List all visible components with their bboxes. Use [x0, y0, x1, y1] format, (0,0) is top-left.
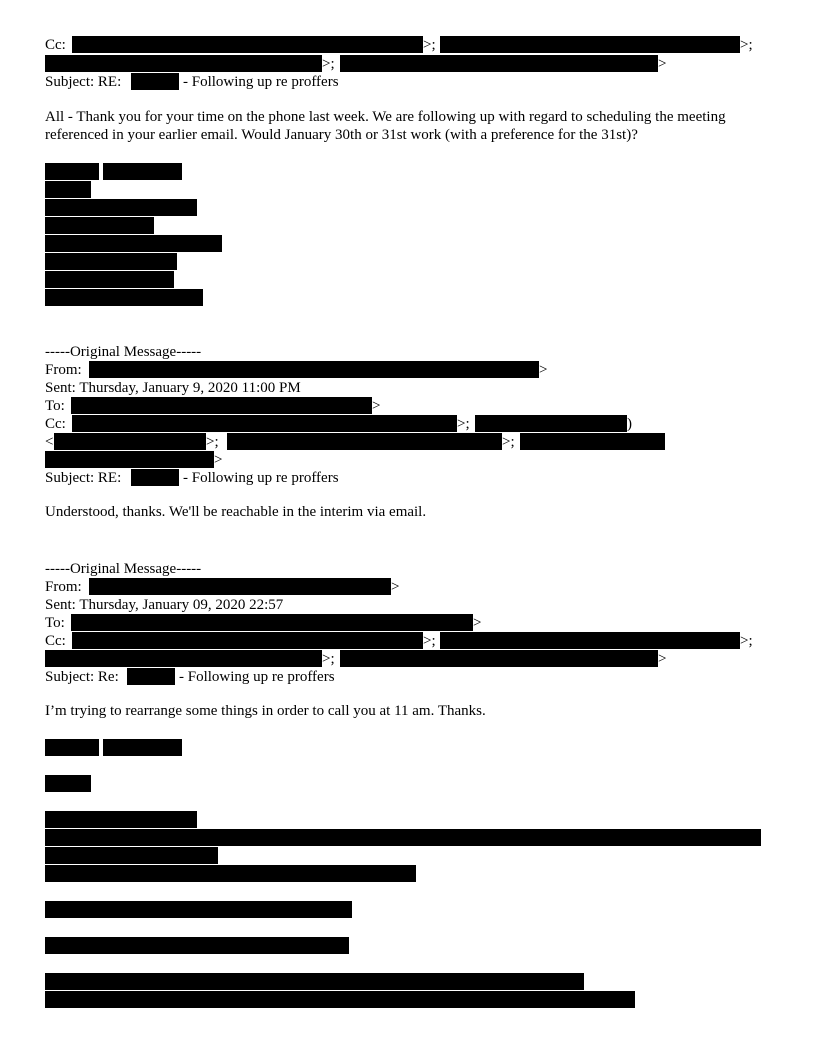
subject-prefix: Subject: Re:: [45, 669, 119, 685]
redaction: [45, 973, 584, 990]
subject-suffix: - Following up re proffers: [179, 669, 335, 685]
redaction: [45, 739, 99, 756]
email-body: I’m trying to rearrange some things in order to call you at 11 am. Thanks.: [45, 703, 486, 719]
separator: >: [658, 56, 667, 72]
separator: >: [391, 579, 400, 595]
redaction: [89, 361, 539, 378]
redaction: [45, 271, 174, 288]
redaction: [227, 433, 502, 450]
cc-label: Cc:: [45, 37, 66, 53]
redaction: [45, 451, 214, 468]
redaction: [103, 739, 182, 756]
redaction: [45, 811, 197, 828]
redaction: [89, 578, 391, 595]
cc-label: Cc:: [45, 633, 66, 649]
redaction: [45, 217, 154, 234]
separator: ): [627, 416, 632, 432]
to-label: To:: [45, 398, 65, 414]
original-message-divider: -----Original Message-----: [45, 344, 202, 360]
redaction: [71, 397, 372, 414]
redaction: [45, 289, 203, 306]
redaction: [45, 991, 635, 1008]
redaction: [340, 55, 658, 72]
separator: >;: [206, 434, 219, 450]
redaction: [475, 415, 627, 432]
from-label: From:: [45, 362, 82, 378]
cc-label: Cc:: [45, 416, 66, 432]
redaction: [45, 937, 349, 954]
separator: >;: [740, 37, 753, 53]
redaction: [131, 73, 179, 90]
sent-line: Sent: Thursday, January 09, 2020 22:57: [45, 597, 284, 613]
redaction: [520, 433, 665, 450]
original-message-divider: -----Original Message-----: [45, 561, 202, 577]
separator: >;: [502, 434, 515, 450]
from-label: From:: [45, 579, 82, 595]
subject-suffix: - Following up re proffers: [183, 470, 339, 486]
redaction: [45, 235, 222, 252]
redaction: [45, 650, 322, 667]
separator: >: [658, 651, 667, 667]
redaction: [54, 433, 206, 450]
email-body: All - Thank you for your time on the phone last week. We are following up with regard to scheduling the meeting referenced in your earlier email. Would January 30th or 31st work (with a preference for the 31st)?: [45, 109, 726, 143]
redaction: [440, 632, 740, 649]
separator: >;: [740, 633, 753, 649]
email-body: Understood, thanks. We'll be reachable in the interim via email.: [45, 504, 427, 520]
redaction: [131, 469, 179, 486]
subject-suffix: - Following up re proffers: [183, 74, 339, 90]
redaction: [71, 614, 473, 631]
separator: >;: [322, 651, 335, 667]
separator: >;: [322, 56, 335, 72]
redaction: [45, 199, 197, 216]
separator: <: [45, 434, 54, 450]
subject-prefix: Subject: RE:: [45, 74, 122, 90]
separator: >;: [457, 416, 470, 432]
redaction: [45, 829, 761, 846]
redaction: [45, 253, 177, 270]
separator: >: [539, 362, 548, 378]
redaction: [440, 36, 740, 53]
redaction: [45, 55, 322, 72]
separator: >: [473, 615, 482, 631]
redaction: [45, 181, 91, 198]
sent-line: Sent: Thursday, January 9, 2020 11:00 PM: [45, 380, 301, 396]
separator: >;: [423, 633, 436, 649]
redaction: [45, 847, 218, 864]
redaction: [45, 901, 352, 918]
redaction: [72, 632, 423, 649]
redaction: [340, 650, 658, 667]
separator: >: [214, 452, 223, 468]
redaction: [72, 36, 423, 53]
separator: >: [372, 398, 381, 414]
redaction: [45, 163, 99, 180]
to-label: To:: [45, 615, 65, 631]
redaction: [45, 865, 416, 882]
redaction: [72, 415, 457, 432]
redaction: [45, 775, 91, 792]
redaction: [103, 163, 182, 180]
subject-prefix: Subject: RE:: [45, 470, 122, 486]
redaction: [127, 668, 175, 685]
separator: >;: [423, 37, 436, 53]
